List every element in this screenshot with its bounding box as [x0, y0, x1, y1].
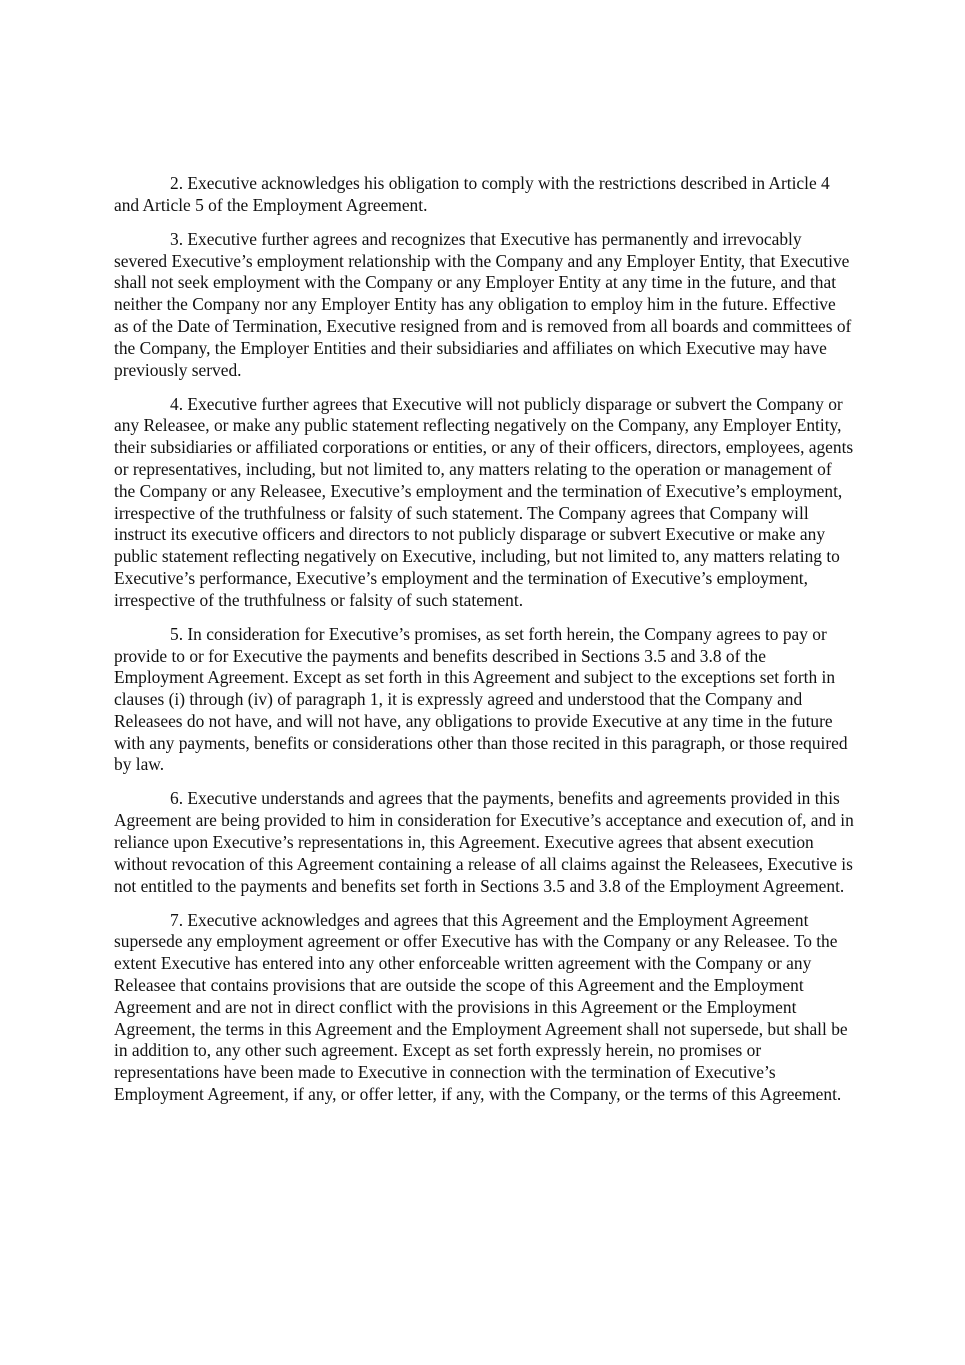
paragraph-5: 5. In consideration for Executive’s promises, as set forth herein, the Company agrees to pay or provide to or for Executive the payments and benefits described in Sections 3.5 and 3.8 of the Employment Agreement. Except as set forth in this Agreement and subject to the exceptions set forth in clauses (i) through (iv) of paragraph 1, it is expressly agreed and understood that the Company and Releasees do not have, and will not have, any obligations to provide Executive at any time in the future with any payments, benefits or considerations other than those recited in this paragraph, or those required by law.: [114, 623, 848, 775]
paragraph-2: 2. Executive acknowledges his obligation to comply with the restrictions described in Article 4 and Article 5 of the Employment Agreement.: [114, 173, 830, 215]
paragraph-7: 7. Executive acknowledges and agrees that this Agreement and the Employment Agreement supersede any employment agreement or offer Executive has with the Company or any Releasee. To the extent Executive has entered into any other enforceable written agreement with the Company or any Releasee that contains provisions that are outside the scope of this Agreement and the Employment Agreement and are not in direct conflict with the provisions in this Agreement or the Employment Agreement, the terms in this Agreement and the Employment Agreement shall not supersede, but shall be in addition to, any other such agreement. Except as set forth expressly herein, no promises or representations have been made to Executive in connection with the termination of Executive’s Employment Agreement, if any, or offer letter, if any, with the Company, or the terms of this Agreement.: [114, 909, 848, 1105]
paragraph-3: 3. Executive further agrees and recognizes that Executive has permanently and irrevocably severed Executive’s employment relationship with the Company and any Employer Entity, that Executive shall not seek employment with the Company or any Employer Entity at any time in the future, and that neither the Company nor any Employer Entity has any obligation to employ him in the future. Effective as of the Date of Termination, Executive resigned from and is removed from all boards and committees of the Company, the Employer Entities and their subsidiaries and affiliates on which Executive may have previously served.: [114, 228, 852, 380]
paragraph-6: 6. Executive understands and agrees that the payments, benefits and agreements provided in this Agreement are being provided to him in consideration for Executive’s acceptance and execution of, and in reliance upon Executive’s representations in, this Agreement. Executive agrees that absent execution without revocation of this Agreement containing a release of all claims against the Releasees, Executive is not entitled to the payments and benefits set forth in Sections 3.5 and 3.8 of the Employment Agreement.: [114, 788, 854, 896]
document-body: [114, 173, 854, 1106]
paragraph-4: 4. Executive further agrees that Executive will not publicly disparage or subvert the Company or any Releasee, or make any public statement reflecting negatively on the Company, any Employer Entity, their subsidiaries or affiliated corporations or entities, or any of their officers, directors, employees, agents or representatives, including, but not limited to, any matters relating to the operation or management of the Company or any Releasee, Executive’s employment and the termination of Executive’s employment, irrespective of the truthfulness or falsity of such statement. The Company agrees that Company will instruct its executive officers and directors to not publicly disparage or subvert Executive or make any public statement reflecting negatively on Executive, including, but not limited to, any matters relating to Executive’s performance, Executive’s employment and the termination of Executive’s employment, irrespective of the truthfulness or falsity of such statement.: [114, 393, 854, 610]
